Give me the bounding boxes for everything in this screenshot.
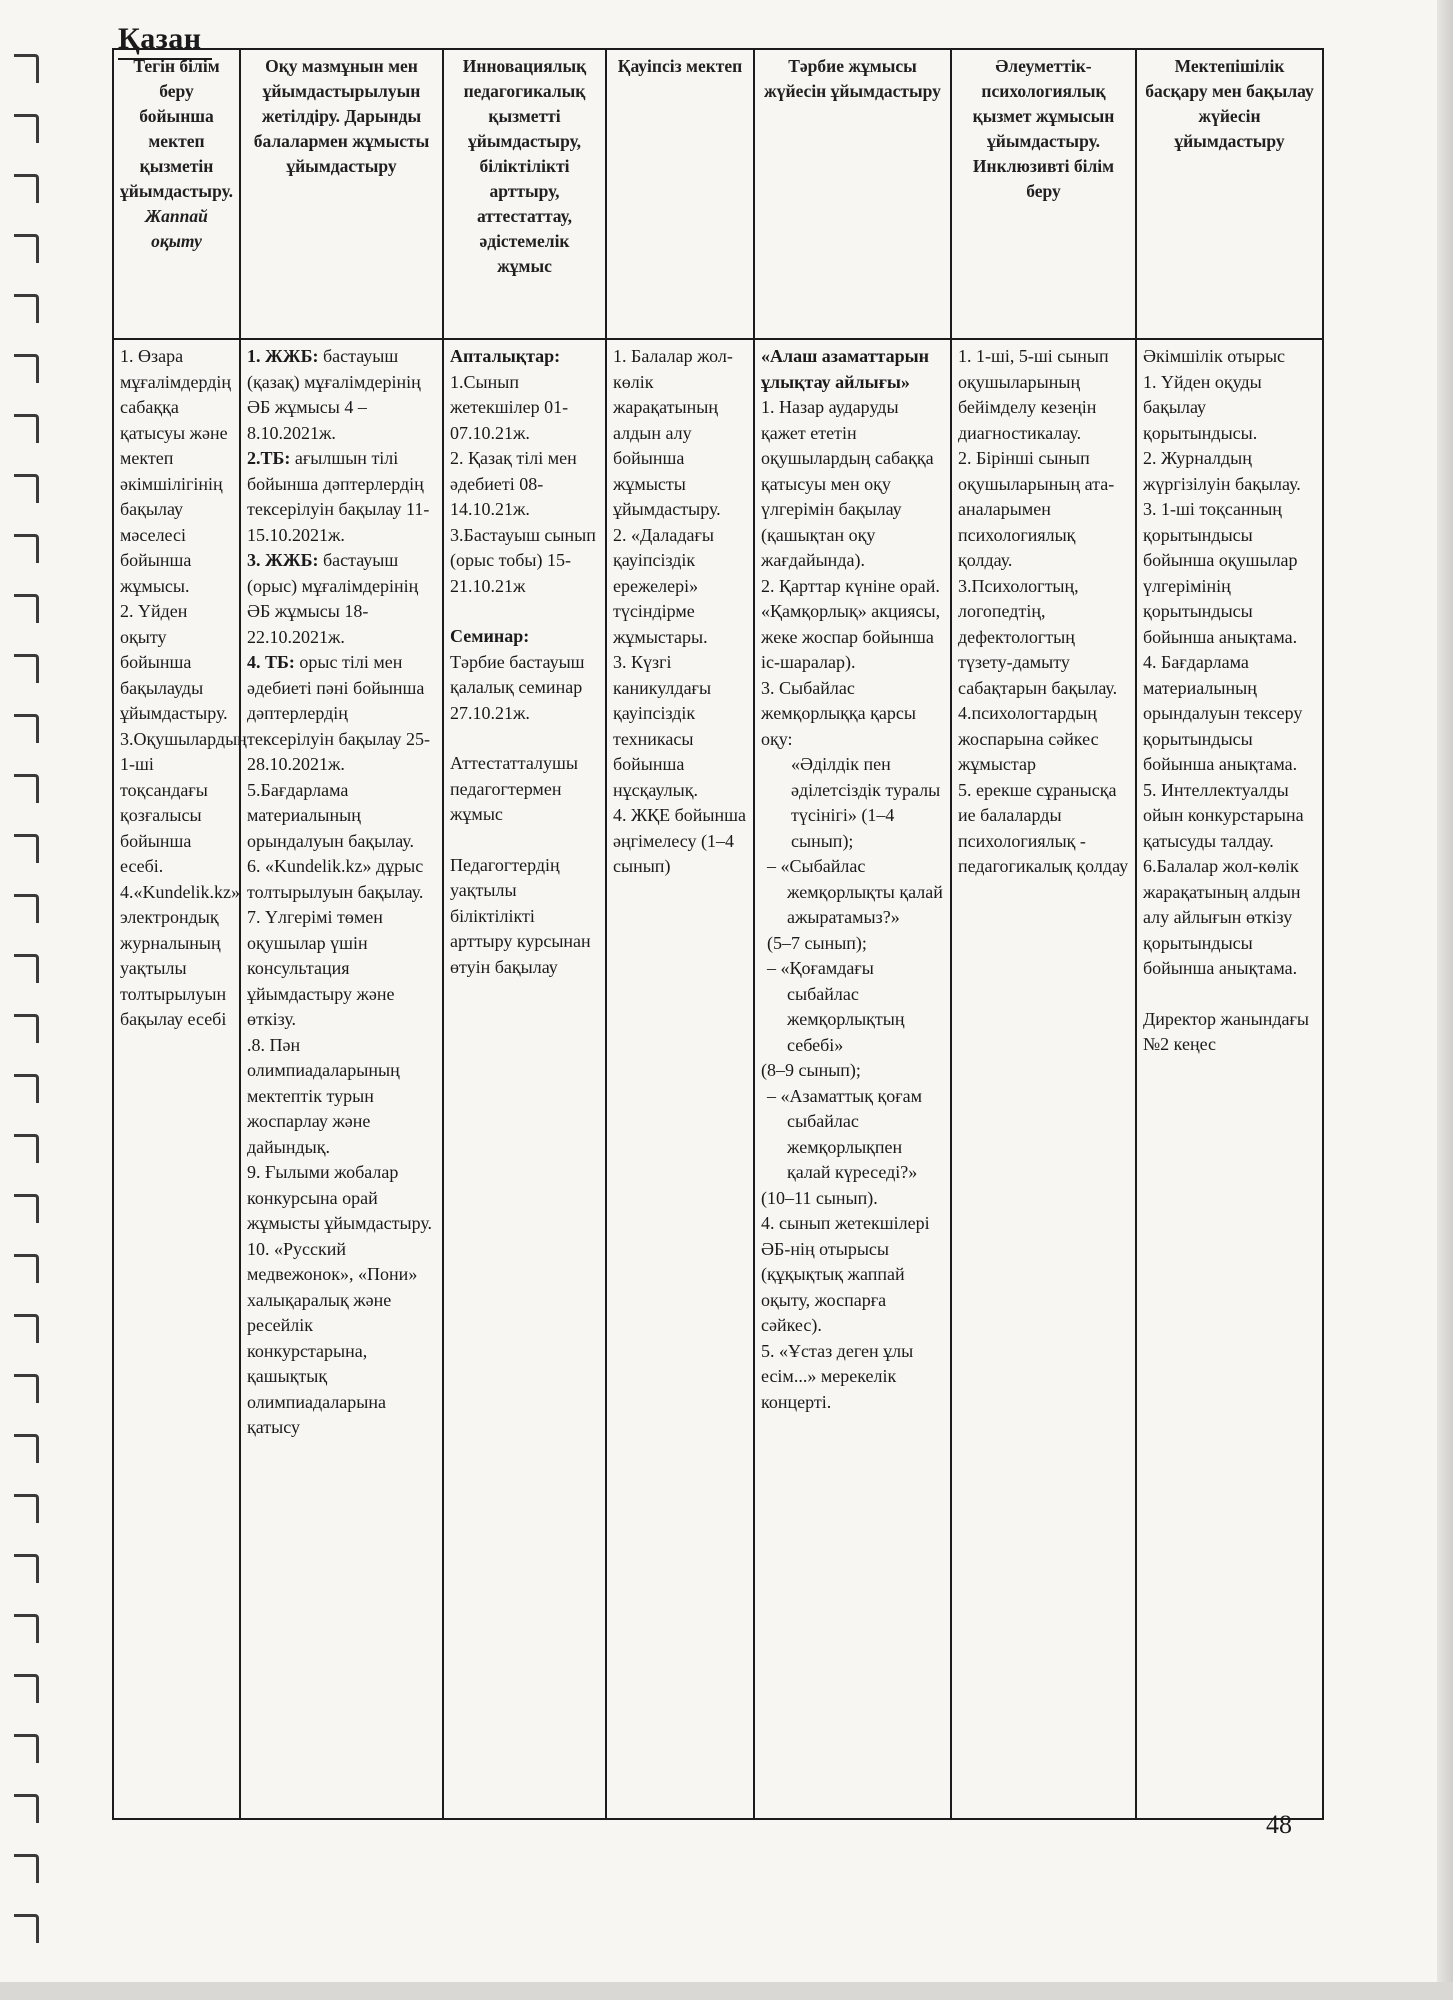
council-text: Директор жанындағы №2 кеңес <box>1143 1008 1309 1054</box>
list-item: 5. ерекше сұранысқа ие балаларды психологиялық - педагогикалық қолдау <box>958 779 1129 876</box>
list-item: 3. Күзгі каникулдағы қауіпсіздік техникасы бойынша нұсқаулық. <box>613 652 712 800</box>
list-item: 2. Қазақ тілі мен әдебиеті 08-14.10.21ж. <box>450 448 577 519</box>
cell-methodical-work <box>443 339 606 1819</box>
binding-ring <box>14 894 39 923</box>
column-header: Оқу мазмұнын мен ұйымдастырылуын жетілдіру. Дарынды балалармен жұмысты ұйымдастыру <box>240 49 443 339</box>
list-item: 2. Журналдың жүргізілуін бақылау. <box>1143 448 1301 494</box>
item-text: бастауыш (орыс) мұғалімдерінің ӘБ жұмысы 18-22.10.2021ж. <box>247 550 419 647</box>
item-text: орыс тілі мен әдебиеті пәні бойынша дәптерлердің тексерілуін бақылау 25-28.10.2021ж. <box>247 652 431 774</box>
binding-ring <box>14 774 39 803</box>
cell-upbringing <box>754 339 951 1819</box>
list-item: 3.Психологтың, логопедтің, дефектологтың түзету-дамыту сабақтарын бақылау. <box>958 575 1118 698</box>
binding-ring <box>14 1014 39 1043</box>
list-item <box>247 344 436 446</box>
list-item <box>247 446 436 548</box>
column-header: Мектепішілік басқару мен бақылау жүйесін ұйымдастыру <box>1136 49 1323 339</box>
column-header: Әлеуметтік-психологиялық қызмет жұмысын ұйымдастыру. Инклюзивті білім беру <box>951 49 1136 339</box>
list-item: 3. 1-ші тоқсанның қорытындысы бойынша оқушылар үлгерімінің қорытындысы бойынша анықтама. <box>1143 499 1298 647</box>
weeks-heading: Апталықтар: <box>450 346 561 366</box>
binding-ring <box>14 954 39 983</box>
grade-range: (10–11 сынып). <box>761 1187 878 1208</box>
binding-ring <box>14 1254 39 1283</box>
spacer <box>450 828 599 853</box>
binding-ring <box>14 234 39 263</box>
list-item: 9. Ғылыми жобалар конкурсына орай жұмысты ұйымдастыру. <box>247 1162 433 1233</box>
list-item: 5.Бағдарлама материалының орындалуын бақылау. <box>247 779 414 851</box>
binding-ring <box>14 834 39 863</box>
page-number: 48 <box>1266 1810 1292 1839</box>
training-text: Педагогтердің уақтылы біліктілікті арттыру курсынан өтуін бақылау <box>450 854 591 977</box>
list-item: .8. Пән олимпиадаларының мектептік турын жоспарлау және дайындық. <box>247 1034 400 1157</box>
work-plan-table <box>112 48 1324 1820</box>
item-heading: 3. ЖЖБ: <box>247 550 319 570</box>
column-header: Инновациялық педагогикалық қызметті ұйымдастыру, біліктілікті арттыру, аттестаттау, әдістемелік жұмыс <box>443 49 606 339</box>
list-item: 5. «Ұстаз деген ұлы есім...» мерекелік концерті. <box>761 1340 914 1412</box>
binding-ring <box>14 1074 39 1103</box>
list-item: 2. «Даладағы қауіпсіздік ережелері» түсіндірме жұмыстары. <box>613 524 715 647</box>
list-subitem: – «Азаматтық қоғам сыбайлас жемқорлықпен қалай күреседі?» <box>767 1085 922 1182</box>
page-edge-shadow <box>1437 0 1453 2000</box>
cell-internal-control <box>1136 339 1323 1819</box>
meeting-heading: Әкімшілік отырыс <box>1143 346 1286 366</box>
binding-ring <box>14 174 39 203</box>
list-item <box>247 548 436 650</box>
list-item: 4.психологтардың жоспарына сәйкес жұмыстар <box>958 703 1099 774</box>
item-heading: 1. ЖЖБ: <box>247 346 319 366</box>
binding-ring <box>14 1314 39 1343</box>
column-header: Қауіпсіз мектеп <box>606 49 754 339</box>
list-item: 4. сынып жетекшілері ӘБ-нің отырысы (құқықтық жаппай оқыту, жоспарға сәйкес). <box>761 1213 930 1335</box>
binding-ring <box>14 1674 39 1703</box>
list-subitem: – «Сыбайлас жемқорлықты қалай ажыратамыз?» <box>767 856 943 927</box>
attestation-text: Аттестатталушы педагогтермен жұмыс <box>450 753 578 824</box>
binding-ring <box>14 1794 39 1823</box>
binding-ring <box>14 1374 39 1403</box>
list-item: 1.Сынып жетекшілер 01-07.10.21ж. <box>450 371 569 443</box>
list-item: 6.Балалар жол-көлік жарақатының алдын алу айлығын өткізу қорытындысы бойынша анықтама. <box>1143 856 1301 978</box>
list-item: 3.Оқушылардың 1-ші тоқсандағы қозғалысы бойынша есебі. <box>120 728 247 876</box>
cell-safe-school <box>606 339 754 1819</box>
binding-ring <box>14 534 39 563</box>
month-title: Қазан <box>118 22 202 55</box>
binding-ring <box>14 594 39 623</box>
spacer <box>450 599 599 624</box>
binding-ring <box>14 474 39 503</box>
binding-ring <box>14 1434 39 1463</box>
binding-ring <box>14 1734 39 1763</box>
list-item: 5. Интеллектуалды ойын конкурстарына қатысуды талдау. <box>1143 779 1304 851</box>
list-item: 7. Үлгерімі төмен оқушылар үшін консультация ұйымдастыру және өткізу. <box>247 907 395 1029</box>
spacer <box>1143 982 1316 1007</box>
page-bottom-edge <box>0 1982 1453 2000</box>
binding-ring <box>14 1554 39 1583</box>
list-item: 3. Сыбайлас жемқорлыққа қарсы оқу: <box>761 677 916 749</box>
list-item: 1. 1-ші, 5-ші сынып оқушыларының бейімделу кезеңін диагностикалау. <box>958 346 1109 443</box>
item-text: ағылшын тілі бойынша дәптерлердің тексерілуін бақылау 11-15.10.2021ж. <box>247 448 430 545</box>
list-item: 4. Бағдарлама материалының орындалуын тексеру қорытындысы бойынша анықтама. <box>1143 652 1303 774</box>
spacer <box>450 726 599 751</box>
item-heading: 2.ТБ: <box>247 448 291 468</box>
list-item: 4. ЖҚЕ бойынша әңгімелесу (1–4 сынып) <box>613 805 746 876</box>
binding-ring <box>14 1914 39 1943</box>
cell-mass-education <box>113 339 247 1819</box>
binding-ring <box>14 354 39 383</box>
list-item: 1. Назар аударуды қажет ететін оқушылардың сабаққа қатысуы мен оқу үлгерімін бақылау (қашықтан оқу жағдайында). <box>761 397 934 570</box>
list-item: 6. «Kundelik.kz» дұрыс толтырылуын бақылау. <box>247 856 424 902</box>
column-header-title: Тегін білім беру бойынша мектеп қызметін ұйымдастыру. <box>120 56 233 201</box>
list-item: 1. Балалар жол-көлік жарақатының алдын алу бойынша жұмысты ұйымдастыру. <box>613 346 733 519</box>
grade-range: (5–7 сынып); <box>767 932 867 953</box>
list-item: 2. Бірінші сынып оқушыларының ата-аналарымен психологиялық қолдау. <box>958 448 1115 570</box>
list-item: 2. Үйден оқыту бойынша бақылауды ұйымдастыру. <box>120 601 228 723</box>
list-item: 1. Өзара мұғалімдердің сабаққа қатысуы және мектеп әкімшілігінің бақылау мәселесі бойынша жұмысы. <box>120 346 231 596</box>
binding-ring <box>14 54 39 83</box>
list-item: 3.Бастауыш сынып (орыс тобы) 15-21.10.21ж <box>450 524 596 596</box>
column-header-subtitle: Жаппай оқыту <box>145 206 208 251</box>
spiral-binding <box>0 40 56 1970</box>
list-item: 2. Қарттар күніне орай. «Қамқорлық» акциясы, жеке жоспар бойынша іс-шаралар). <box>761 575 941 672</box>
column-header: Тәрбие жұмысы жүйесін ұйымдастыру <box>754 49 951 339</box>
seminar-text: Тәрбие бастауыш қалалық семинар 27.10.21ж. <box>450 651 585 723</box>
cell-curriculum <box>240 339 443 1819</box>
binding-ring <box>14 1854 39 1883</box>
binding-ring <box>14 414 39 443</box>
item-text: бастауыш (қазақ) мұғалімдерінің ӘБ жұмысы 4 – 8.10.2021ж. <box>247 346 421 443</box>
list-item <box>247 650 436 778</box>
binding-ring <box>14 294 39 323</box>
list-item: 1. Үйден оқуды бақылау қорытындысы. <box>1143 371 1262 443</box>
month-theme-heading: «Алаш азаматтарын ұлықтау айлығы» <box>761 346 930 392</box>
binding-ring <box>14 1134 39 1163</box>
binding-ring <box>14 714 39 743</box>
list-subitem: «Әділдік пен әділетсіздік туралы түсінігі» (1–4 сынып); <box>791 754 941 851</box>
content-row <box>113 339 1323 1819</box>
binding-ring <box>14 1494 39 1523</box>
binding-ring <box>14 1614 39 1643</box>
binding-ring <box>14 654 39 683</box>
grade-range: (8–9 сынып); <box>761 1060 861 1080</box>
column-header <box>113 49 240 339</box>
list-item: 4.«Kundelik.kz» электрондық журналының уақтылы толтырылуын бақылау есебі <box>120 881 240 1029</box>
binding-ring <box>14 1194 39 1223</box>
binding-ring <box>14 114 39 143</box>
cell-social-psychological <box>951 339 1136 1819</box>
list-item: 10. «Русский медвежонок», «Пони» халықаралық және ресейлік конкурстарына, қашықтық олимпиадаларына қатысу <box>247 1238 418 1437</box>
seminar-heading: Семинар: <box>450 626 530 646</box>
header-row <box>113 49 1323 339</box>
item-heading: 4. ТБ: <box>247 652 295 672</box>
list-subitem: – «Қоғамдағы сыбайлас жемқорлықтың себебі» <box>767 958 905 1055</box>
